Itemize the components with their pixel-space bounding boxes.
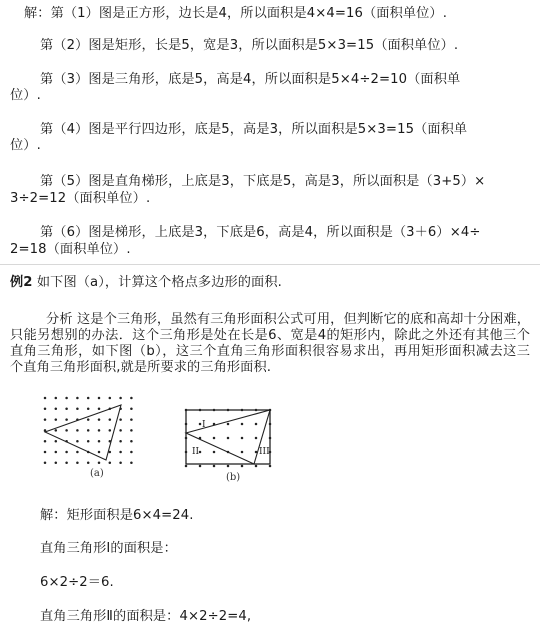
solution-line-2: 第（2）图是矩形，长是5，宽是3，所以面积是5×3=15（面积单位）. — [40, 38, 459, 53]
grid-dot — [130, 462, 133, 465]
grid-dot — [199, 423, 202, 426]
grid-dot — [213, 451, 216, 454]
grid-dot — [76, 440, 79, 443]
region-label-ii: II — [192, 447, 200, 457]
grid-dot — [199, 451, 202, 454]
figure-b-caption: (b) — [226, 472, 241, 483]
grid-dot — [55, 451, 58, 454]
grid-dot — [119, 462, 122, 465]
grid-dot — [76, 462, 79, 465]
region-label-i: I — [202, 420, 206, 430]
grid-dot — [87, 429, 90, 432]
grid-dot — [76, 408, 79, 411]
grid-dot — [65, 397, 68, 400]
grid-dot — [98, 451, 101, 454]
figure-a-caption: (a) — [90, 468, 104, 479]
grid-dot — [241, 465, 244, 468]
solution-line-4: 第（4）图是平行四边形，底是5，高是3，所以面积是5×3=15（面积单 — [40, 122, 468, 137]
grid-dot — [255, 423, 258, 426]
grid-dot — [241, 423, 244, 426]
grid-dot — [55, 440, 58, 443]
grid-dot — [98, 418, 101, 421]
grid-dot — [44, 451, 47, 454]
solution-line-3-cont: 位）. — [10, 88, 41, 103]
grid-dot — [130, 418, 133, 421]
grid-dot — [65, 429, 68, 432]
grid-dot — [269, 465, 272, 468]
grid-dot — [119, 429, 122, 432]
grid-dot — [109, 429, 112, 432]
grid-dot — [65, 462, 68, 465]
solution-line-5: 第（5）图是直角梯形，上底是3，下底是5，高是3，所以面积是（3+5）× — [40, 174, 486, 189]
grid-dot — [119, 440, 122, 443]
grid-dot — [119, 418, 122, 421]
example-2-heading — [10, 275, 282, 291]
grid-dot — [44, 462, 47, 465]
grid-dot — [227, 437, 230, 440]
grid-dot — [119, 451, 122, 454]
grid-dot — [130, 429, 133, 432]
grid-dot — [199, 465, 202, 468]
region-label-iii: III — [259, 447, 270, 457]
answer-line-3: 6×2÷2＝6. — [40, 575, 114, 590]
example-2-analysis: 分析 这是个三角形，虽然有三角形面积公式可用，但判断它的底和高却十分困难，只能另想别的办法．这个三角形是处在长是6、宽是4的矩形内，除此之外还有其他三个直角三角形，如下图（b），这三个直角三角形面积很容易求出，再用矩形面积减去这三个直角三角形面积,就是所要求的三角形面积. — [10, 312, 530, 375]
grid-dot — [119, 397, 122, 400]
grid-dot — [44, 418, 47, 421]
grid-dot — [76, 429, 79, 432]
grid-dot — [44, 408, 47, 411]
grid-dot — [76, 397, 79, 400]
solution-line-1: 解：第（1）图是正方形，边长是4，所以面积是4×4=16（面积单位）. — [24, 6, 448, 21]
grid-dot — [76, 451, 79, 454]
grid-dot — [87, 418, 90, 421]
grid-dot — [98, 429, 101, 432]
grid-dot — [44, 440, 47, 443]
solution-line-6: 第（6）图是梯形，上底是3，下底是6，高是4，所以面积是（3＋6）×4÷ — [40, 225, 481, 240]
grid-dot — [130, 440, 133, 443]
grid-dot — [109, 462, 112, 465]
grid-dot — [98, 440, 101, 443]
solution-line-6-cont: 2=18（面积单位）. — [10, 242, 131, 257]
grid-dot — [130, 408, 133, 411]
grid-dot — [130, 451, 133, 454]
grid-dot — [55, 418, 58, 421]
answer-line-2: 直角三角形Ⅰ的面积是： — [40, 541, 177, 556]
solution-line-5-cont: 3÷2=12（面积单位）. — [10, 191, 151, 206]
section-divider — [0, 264, 540, 265]
grid-dot — [213, 437, 216, 440]
figure-b — [180, 404, 280, 470]
grid-dot — [65, 408, 68, 411]
grid-dot — [241, 437, 244, 440]
figure-a — [40, 394, 140, 476]
grid-dot — [227, 465, 230, 468]
grid-dot — [130, 397, 133, 400]
solution-line-4-cont: 位）. — [10, 138, 41, 153]
answer-line-1: 解：矩形面积是6×4=24. — [40, 508, 194, 523]
grid-dot — [98, 462, 101, 465]
grid-dot — [109, 418, 112, 421]
grid-dot — [55, 408, 58, 411]
grid-dot — [65, 418, 68, 421]
grid-dot — [55, 397, 58, 400]
example-2-prompt: 如下图（a），计算这个格点多边形的面积. — [36, 275, 282, 290]
grid-dot — [55, 462, 58, 465]
grid-dot — [185, 465, 188, 468]
grid-dot — [44, 397, 47, 400]
example-2-label: 例2 — [10, 275, 33, 290]
grid-dot — [55, 429, 58, 432]
grid-dot — [255, 437, 258, 440]
grid-dot — [227, 423, 230, 426]
grid-dot — [98, 397, 101, 400]
answer-line-4: 直角三角形Ⅱ的面积是：4×2÷2=4, — [40, 609, 252, 624]
grid-dot — [87, 462, 90, 465]
grid-dot — [109, 397, 112, 400]
grid-dot — [98, 408, 101, 411]
grid-dot — [241, 451, 244, 454]
grid-dot — [65, 451, 68, 454]
grid-dot — [87, 397, 90, 400]
grid-dot — [213, 465, 216, 468]
grid-dot — [87, 440, 90, 443]
grid-dot — [87, 408, 90, 411]
grid-dots-a — [44, 397, 133, 464]
solution-line-3: 第（3）图是三角形，底是5，高是4，所以面积是5×4÷2=10（面积单 — [40, 72, 461, 87]
grid-dot — [255, 465, 258, 468]
